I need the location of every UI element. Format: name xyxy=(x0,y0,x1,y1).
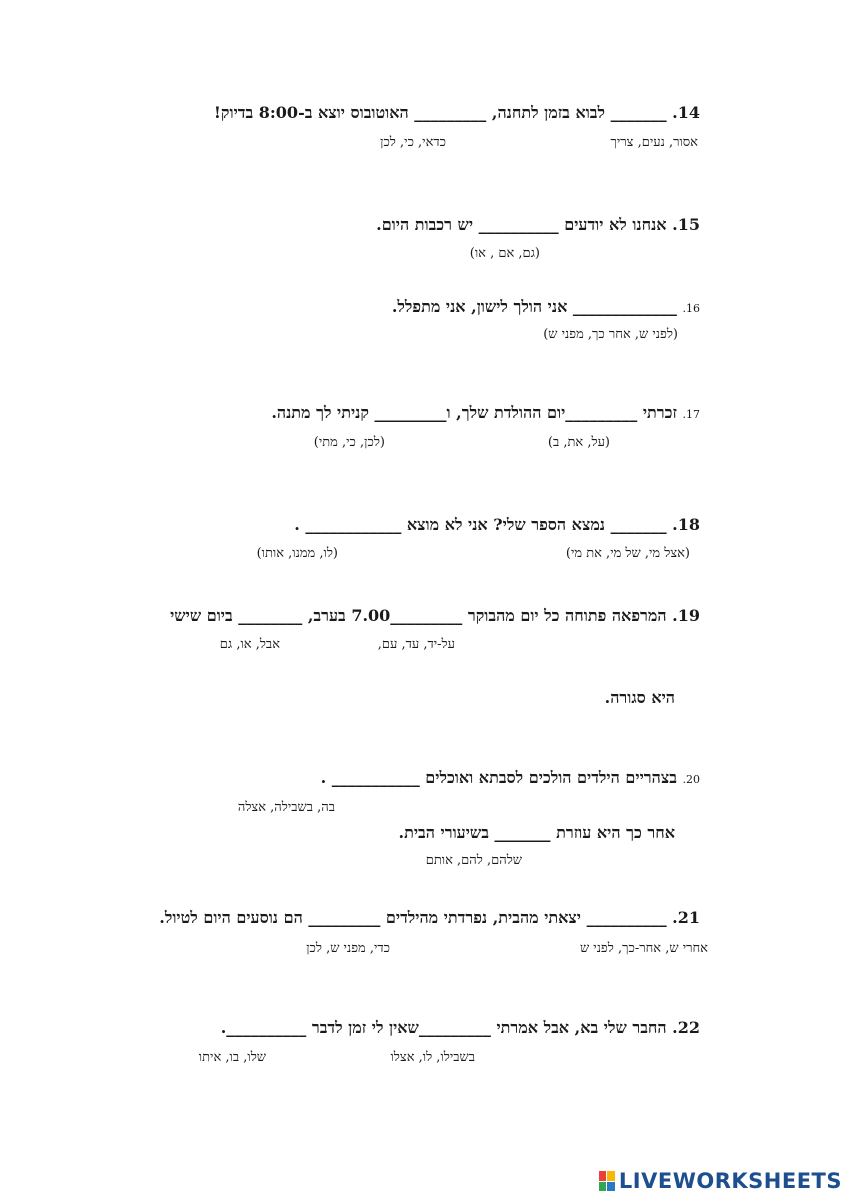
question-17 xyxy=(271,403,700,423)
options-19-b: אבל, או, גם xyxy=(219,637,280,652)
question-18 xyxy=(294,515,700,535)
options-15: (גם, אם , או) xyxy=(469,246,540,261)
logo-icon xyxy=(599,1171,615,1191)
options-20-b: שלהם, להם, אותם xyxy=(425,853,522,868)
options-19-a: על-יד, עד, עם, xyxy=(377,637,455,652)
options-18-b: (לו, ממנו, אותו) xyxy=(256,546,338,561)
options-16: (לפני ש, אחר כך, מפני ש) xyxy=(543,327,678,342)
question-text: זכרתי _________יום ההולדת שלך, ו_________ קניתי לך מתנה. xyxy=(271,403,677,422)
options-22-b: שלו, בו, איתו xyxy=(198,1050,266,1065)
question-number: 22. xyxy=(672,1018,700,1037)
question-text: המרפאה פתוחה כל יום מהבוקר _________7.00 בערב, ________ ביום שישי xyxy=(170,606,667,625)
question-19-continuation: היא סגורה. xyxy=(604,688,675,707)
question-20-line2: אחר כך היא עוזרת _______ בשיעורי הבית. xyxy=(398,823,675,842)
question-19 xyxy=(170,606,700,626)
options-14-a: אסור, נעים, צריך xyxy=(610,135,698,150)
question-number: 17. xyxy=(682,408,700,421)
question-text: החבר שלי בא, אבל אמרתי _________שאין לי זמן לדבר __________. xyxy=(220,1018,667,1037)
options-17-a: (על, את, ב) xyxy=(547,435,610,450)
question-number: 18. xyxy=(672,515,700,534)
question-16 xyxy=(392,297,700,317)
question-number: 16. xyxy=(682,302,700,315)
question-22 xyxy=(221,1018,700,1038)
question-number: 14. xyxy=(672,103,700,122)
question-14 xyxy=(214,103,700,123)
question-text: אנחנו לא יודעים __________ יש רכבות היום. xyxy=(376,215,667,234)
brand-name: LIVEWORKSHEETS xyxy=(618,1169,842,1193)
options-17-b: (לכן, כי, מתי) xyxy=(313,435,385,450)
options-21-a: אחרי ש, אחר-כך, לפני ש xyxy=(579,941,708,956)
question-number: 15. xyxy=(672,215,700,234)
question-text: _______ לבוא בזמן לתחנה, _________ האוטובוס יוצא ב-8:00 בדיוק! xyxy=(213,103,667,122)
question-number: 20. xyxy=(682,773,700,786)
options-20-a: בה, בשבילה, אצלה xyxy=(237,800,335,815)
question-text: בצהריים הילדים הולכים לסבתא ואוכלים ___________ . xyxy=(320,768,677,787)
question-20 xyxy=(321,768,700,788)
options-14-b: כדאי, כי, לכן xyxy=(380,135,446,150)
question-21 xyxy=(159,908,700,928)
question-number: 21. xyxy=(672,908,700,927)
question-text: _______ נמצא הספר שלי? אני לא מוצא ____________ . xyxy=(294,515,667,534)
options-22-a: בשבילו, לו, אצלו xyxy=(390,1050,475,1065)
options-21-b: כדי, מפני ש, לכן xyxy=(306,941,390,956)
options-18-a: (אצל מי, של מי, את מי) xyxy=(565,546,690,561)
question-15 xyxy=(376,215,700,235)
question-text: __________ יצאתי מהבית, נפרדתי מהילדים _________ הם נוסעים היום לטיול. xyxy=(159,908,667,927)
liveworksheets-logo xyxy=(599,1169,842,1193)
question-text: _____________ אני הולך לישון, אני מתפלל. xyxy=(391,297,677,316)
question-number: 19. xyxy=(672,606,700,625)
